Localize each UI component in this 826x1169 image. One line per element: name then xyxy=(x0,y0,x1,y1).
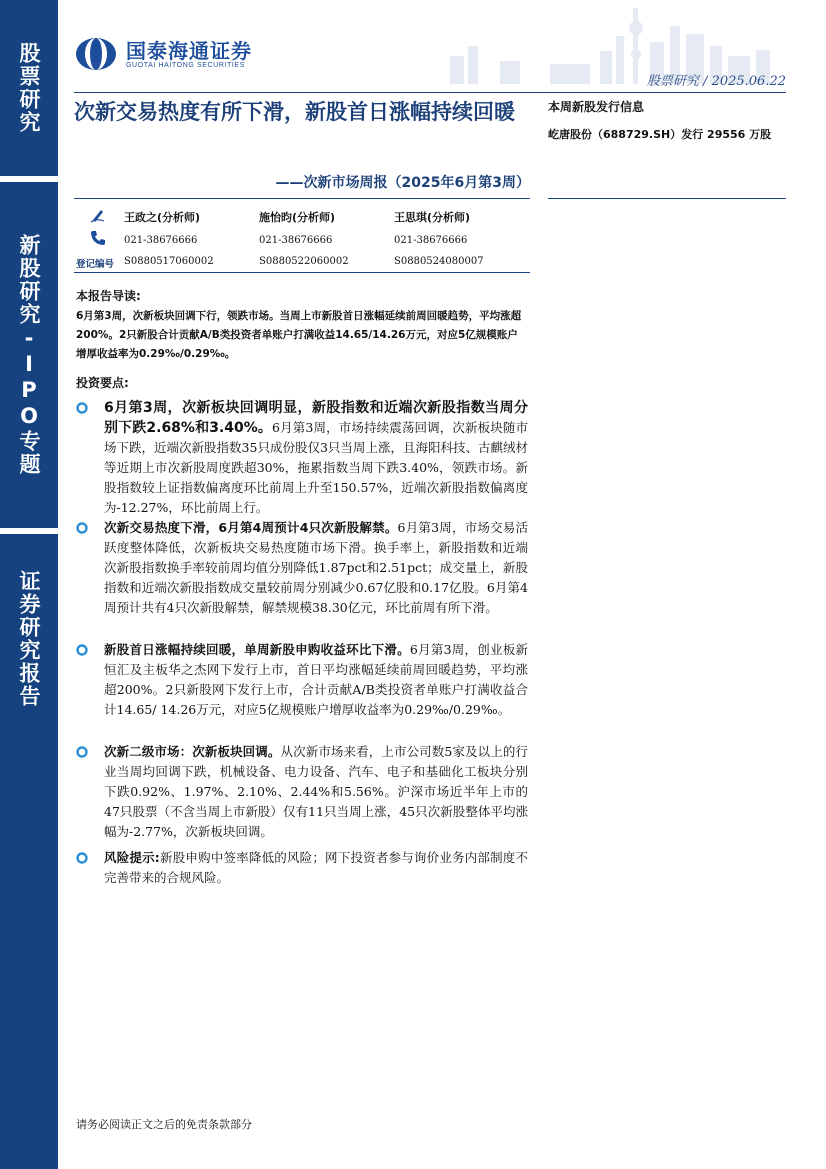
bullet-ring-icon xyxy=(76,644,88,656)
key-point-text: 从次新市场来看，上市公司数5家及以上的行业当周均回调下跌，机械设备、电力设备、汽车、电子和基础化工板块分别下跌0.92%、1.97%、2.10%、2.44%和5.56%。沪深市场近半年上市的47只股票（不含当周上市新股）仅有11只当周上涨，45只次新股整体平均涨幅为-2.77%，次新板块回调。 xyxy=(104,744,528,839)
key-point-bold: 6月第3周，次新板块回调明显，新股指数和近端次新股指数当周分别下跌2.68%和3.40%。 xyxy=(104,400,528,436)
report-subtitle: ——次新市场周报（2025年6月第3周） xyxy=(275,175,530,191)
analyst-divider-top xyxy=(74,198,530,199)
key-point-bold: 风险提示: xyxy=(104,850,160,865)
analyst-registration: S0880517060002 xyxy=(124,256,214,267)
key-point-text: 6月第3周，创业板新恒汇及主板华之杰网下发行上市，首日平均涨幅延续前周回暖趋势，平均涨超200%。2只新股网下发行上市，合计贡献A/B类投资者单账户打满收益合计14.65/ 14.26万元，对应5亿规模账户增厚收益率为0.29‰/0.29‰。 xyxy=(104,642,529,717)
disclaimer-footer: 请务必阅读正文之后的免责条款部分 xyxy=(76,1118,252,1131)
intro-heading: 本报告导读: xyxy=(76,289,141,303)
key-point-text: 6月第3周，市场持续震荡回调，次新板块随市场下跌，近端次新股指数35只成份股仅3只当周上涨，且海阳科技、古麒绒材等近期上市次新股周度跌超30%，拖累指数当周下跌3.40%，领跌市场。新股指数较上证指数偏离度环比前周上升至150.57%，近端次新股指数偏离度为-12.27%，环比前周上行。 xyxy=(104,420,528,515)
sidebar-label-2: 新股研究-IPO专题 xyxy=(17,234,41,476)
bullet-ring-icon xyxy=(76,852,88,864)
sidebar-report-type xyxy=(0,534,58,1169)
report-title: 次新交易热度有所下滑，新股首日涨幅持续回暖 xyxy=(74,100,515,124)
key-points-heading: 投资要点: xyxy=(76,376,129,390)
key-point-item xyxy=(76,848,528,888)
key-point-text: 新股申购中签率降低的风险；网下投资者参与询价业务内部制度不完善带来的合规风险。 xyxy=(104,850,528,885)
analyst-divider-bottom xyxy=(74,272,530,273)
bullet-ring-icon xyxy=(76,522,88,534)
analyst-registration: S0880522060002 xyxy=(259,256,349,267)
key-point-item xyxy=(76,640,528,720)
key-point-text: 6月第3周，市场交易活跃度整体降低，次新板块交易热度随市场下滑。换手率上，新股指数和近端次新股指数换手率较前周均值分别降低1.87pct和2.51pct；成交量上，新股指数和近端次新股指数成交量较前周分别减少0.67亿股和0.17亿股。6月第4周预计共有4只次新股解禁，解禁规模38.30亿元，环比前周有所下滑。 xyxy=(104,520,529,615)
analyst-phone: 021-38676666 xyxy=(124,235,198,246)
header-divider xyxy=(74,92,786,93)
phone-icon xyxy=(90,230,106,246)
analyst-registration: S0880524080007 xyxy=(394,256,484,267)
analyst-name: 王思琪(分析师) xyxy=(394,211,471,224)
analyst-name: 施怡昀(分析师) xyxy=(259,211,336,224)
bullet-ring-icon xyxy=(76,402,88,414)
intro-text: 6月第3周，次新板块回调下行，领跌市场。当周上市新股首日涨幅延续前周回暖趋势，平均涨超200%。2只新股合计贡献A/B类投资者单账户打满收益14.65/14.26万元，对应5亿规模账户增厚收益率为0.29‰/0.29‰。 xyxy=(76,310,522,360)
sidebar-label-1: 股票研究 xyxy=(17,42,41,134)
analyst-phone: 021-38676666 xyxy=(394,235,468,246)
sidebar-ipo-topic xyxy=(0,182,58,528)
key-point-bold: 新股首日涨幅持续回暖，单周新股申购收益环比下滑。 xyxy=(104,642,410,657)
sidebar-stock-research xyxy=(0,0,58,176)
right-panel-divider xyxy=(548,198,786,199)
new-issue-title: 本周新股发行信息 xyxy=(548,100,645,114)
key-point-item xyxy=(76,398,528,518)
category-date: 股票研究 / 2025.06.22 xyxy=(646,74,786,89)
bullet-ring-icon xyxy=(76,746,88,758)
key-point-bold: 次新二级市场：次新板块回调。 xyxy=(104,744,281,759)
key-point-bold: 次新交易热度下滑，6月第4周预计4只次新股解禁。 xyxy=(104,520,398,535)
analyst-name: 王政之(分析师) xyxy=(124,211,201,224)
pen-icon xyxy=(90,207,106,223)
key-point-item xyxy=(76,742,528,842)
new-issue-item: 屹唐股份（688729.SH）发行 29556 万股 xyxy=(548,128,772,141)
company-logo xyxy=(74,36,252,72)
key-point-item xyxy=(76,518,528,618)
logo-mark-icon xyxy=(74,36,118,72)
sidebar-label-3: 证券研究报告 xyxy=(17,570,41,708)
analyst-phone: 021-38676666 xyxy=(259,235,333,246)
logo-chinese-name: 国泰海通证券 xyxy=(126,38,252,63)
logo-english-name: GUOTAI HAITONG SECURITIES xyxy=(126,61,245,69)
registration-label: 登记编号 xyxy=(76,259,115,270)
